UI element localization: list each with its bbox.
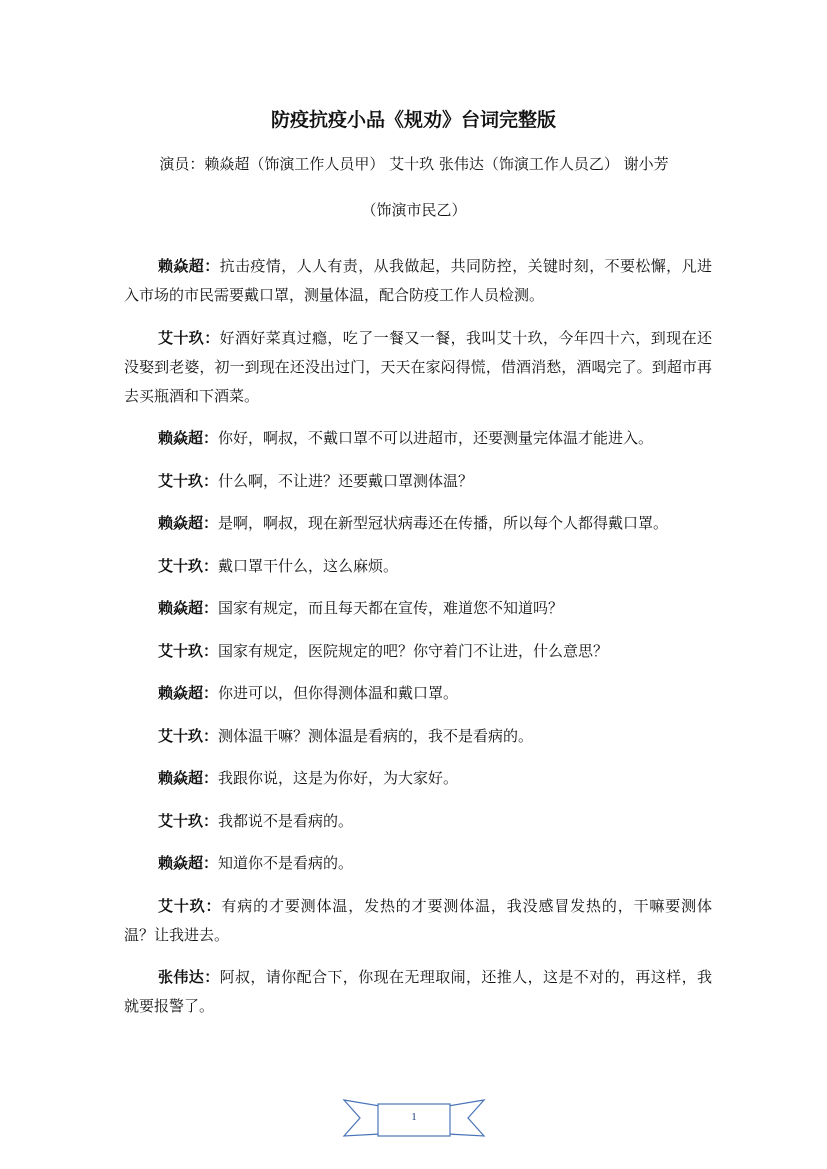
dialogue-text: 知道你不是看病的。 <box>218 854 354 872</box>
dialogue-text: 你进可以，但你得测体温和戴口罩。 <box>218 684 459 702</box>
speaker-name: 赖焱超： <box>158 257 220 275</box>
dialogue-line <box>124 963 712 1021</box>
dialogue-text: 测体温干嘛？测体温是看病的，我不是看病的。 <box>218 726 534 745</box>
speaker-name: 赖焱超： <box>158 684 219 702</box>
dialogue-text: 什么啊，不让进？还要戴口罩测体温？ <box>218 471 474 490</box>
speaker-name: 赖焱超： <box>158 769 219 787</box>
dialogue-text: 国家有规定，而且每天都在宣传，难道您不知道吗？ <box>218 599 564 617</box>
speaker-name: 艾十玖： <box>158 726 219 745</box>
dialogue-text: 戴口罩干什么，这么麻烦。 <box>218 556 399 575</box>
page-number: 1 <box>411 1111 417 1123</box>
dialogue-text: 国家有规定，医院规定的吧？你守着门不让进，什么意思？ <box>218 641 609 660</box>
speaker-name: 赖焱超： <box>158 429 219 447</box>
speaker-name: 艾十玖： <box>158 811 219 830</box>
cast-list <box>124 150 704 224</box>
cast-line: （饰演市民乙） <box>361 201 467 219</box>
dialogue-text: 你好，啊叔，不戴口罩不可以进超市，还要测量完体温才能进入。 <box>218 429 654 447</box>
speaker-name: 赖焱超： <box>158 599 219 617</box>
speaker-name: 艾十玖： <box>158 556 219 575</box>
document-title: 防疫抗疫小品《规劝》台词完整版 <box>270 109 556 131</box>
dialogue-text: 有病的才要测体温，发热的才要测体温，我没感冒发热的，干嘛要测体温？让我进去。 <box>124 896 712 944</box>
dialogue-line <box>124 467 712 496</box>
dialogue-text: 我跟你说，这是为你好，为大家好。 <box>218 769 459 787</box>
speaker-name: 艾十玖： <box>158 471 219 490</box>
dialogue-text: 好酒好菜真过瘾，吃了一餐又一餐，我叫艾十玖，今年四十六，到现在还没娶到老婆，初一到现在还没出过门，天天在家闷得慌，借酒消愁，酒喝完了。到超市再去买瓶酒和下酒菜。 <box>124 328 712 405</box>
dialogue-text: 阿叔，请你配合下，你现在无理取闹，还推人，这是不对的，再这样，我就要报警了。 <box>124 968 712 1015</box>
page-footer <box>340 1096 488 1142</box>
dialogue-text: 抗击疫情，人人有责，从我做起，共同防控，关键时刻，不要松懈，凡进入市场的市民需要戴口罩，测量体温，配合防疫工作人员检测。 <box>124 257 712 304</box>
dialogue-line <box>124 849 712 878</box>
speaker-name: 赖焱超： <box>158 854 219 872</box>
speaker-name: 艾十玖： <box>158 896 222 915</box>
dialogue-line <box>124 892 712 950</box>
cast-line: 演员：赖焱超（饰演工作人员甲） 艾十玖 张伟达（饰演工作人员乙） 谢小芳 <box>159 155 669 173</box>
dialogue-body <box>124 252 712 1035</box>
dialogue-line <box>124 552 712 581</box>
dialogue-text: 我都说不是看病的。 <box>218 811 354 830</box>
dialogue-line <box>124 637 712 666</box>
speaker-name: 张伟达： <box>158 968 220 986</box>
dialogue-line <box>124 509 712 538</box>
dialogue-line <box>124 424 712 453</box>
speaker-name: 艾十玖： <box>158 328 220 347</box>
dialogue-line <box>124 252 712 310</box>
dialogue-line <box>124 764 712 793</box>
dialogue-line <box>124 594 712 623</box>
dialogue-line <box>124 324 712 411</box>
dialogue-line <box>124 679 712 708</box>
speaker-name: 艾十玖： <box>158 641 219 660</box>
dialogue-line <box>124 807 712 836</box>
dialogue-text: 是啊，啊叔，现在新型冠状病毒还在传播，所以每个人都得戴口罩。 <box>218 514 669 532</box>
speaker-name: 赖焱超： <box>158 514 219 532</box>
dialogue-line <box>124 722 712 751</box>
